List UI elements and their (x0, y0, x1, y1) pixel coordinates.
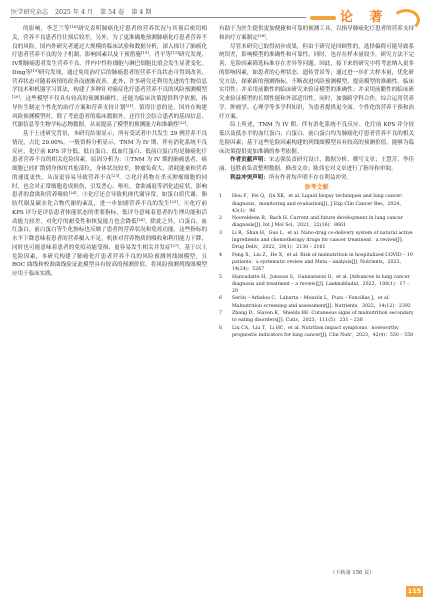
paragraph-text: 。②化疗药物在杀灭肿瘤细胞的同时，也会对正常细胞造成损伤，引发恶心、呕吐、食欲减退等消化道症状，影响患者的食欲和营养吸收 (12, 174, 208, 199)
left-column (12, 25, 207, 279)
reference-number: 3 (219, 230, 222, 236)
citation-marker: [18] (70, 24, 78, 29)
reference-number: 2 (219, 216, 222, 222)
citation-marker: [25] (169, 199, 178, 204)
paragraph-text: 。除此之外，白蛋白、血红蛋白、前白蛋白等生化指标也反映了患者的营养状况和免疫功能。这些指标的水平下降意味着患者的营养摄入不足，机体对营养物质的吸收和利用能力下降，同时也可能意味着患者的免疫功能受损，更容易发生相关并发症 (12, 218, 208, 251)
citation-marker: [21] (125, 102, 134, 108)
right-column (219, 25, 414, 339)
conflict-statement (219, 174, 414, 183)
paragraph-text: 尽管本研究已取得初步成果，但由于研究是回顾性的，选择偏倚可能导致系统误差，影响模型的准确性和可靠性。同时，也存在样本量较少，研究方法不完善，危险因素筛选标准存在差异等问题。因此，接下来的研究中将考虑纳入更多的影响因素，如患者的心理状态、遗传背景等，通过进一步扩大样本量，优化研究方法，探索新的预测指标，不断改进风险预测模型，提高模型的准确性、临床实用性；并采用前瞻性的临床研究来验证模型的准确性；并采用前瞻性的临床研究来验证模型的长期性能和外部适用性。同时，加强跨学科合作，综合运用营养学、肿瘤学、心理学等多学科知识，为患者提供更全面、个性化的营养干预和治疗方案。 (219, 43, 414, 120)
header-rule (10, 17, 306, 18)
reference-list (219, 193, 414, 339)
citation-marker: [20] (12, 94, 20, 99)
paragraph-text: 有助于为医生提供更加便捷和可靠的预测工具，以指导肺癌化疗患者的营养支持和治疗方案制定 (219, 26, 414, 41)
issue-number: 第 4 期 (131, 9, 152, 16)
left-paragraph (12, 130, 207, 279)
reference-number: 7 (219, 311, 222, 316)
contribution-label: 作者贡献声明： (230, 157, 270, 164)
citation-marker: [24] (68, 190, 77, 196)
citation-marker: [19] (31, 67, 39, 73)
reference-item (219, 215, 414, 230)
contribution-text: 宋志强负责研究设计、数据分析、撰写文章；王慧芳、李佳丽、包胜甫负责整理数据、修改文章；陈伟宏对文章进行了指导和审阅。 (219, 157, 415, 172)
reference-number: 4 (219, 252, 222, 258)
reference-number: 8 (219, 325, 222, 331)
reference-item (219, 295, 414, 310)
reference-text: Hanvadatte H，Jonsson S，Gunnarsson O，et al. [Advances in lung cancer diagnosis and treatment – a review][J]. Laeknabladid，2022，108(1)：17 – 29 (232, 274, 410, 295)
reference-item (219, 252, 414, 274)
paragraph-text: 。这些模型不仅具有较高的预测准确性，还能为临床决策提供科学依据，指导医生制定个性化的治疗方案和营养支持计划 (12, 96, 207, 111)
reference-text: Li R，Shan H，Guo L，et al. Nano‑drug co‑delivery system of natural active ingredients and chemotherapy drugs for cancer treatment：a review[J]. Drug Deliv，2022，29(1)：2130 – 2161 (232, 230, 413, 251)
reference-item (219, 310, 414, 325)
right-paragraph (219, 43, 414, 122)
paragraph-text: 。④化疗前 KPS 评分是评估患者体能状态的重要指标，低评分意味着患者的生理功能和活动能力较差，对化疗的耐受性和恢复能力也会降低 (12, 201, 208, 225)
conflict-text: 所有作者均声明不存在利益冲突。 (268, 174, 353, 181)
section-title: 论 著 (340, 10, 389, 25)
paragraph-text: 综上所述，TNM 为 IV 期、伴有消化系统不良反应、化疗前 KPS 评分较低以及低水平的血红蛋白、白蛋白、前白蛋白均为肺癌化疗患者营养不良的相关危险因素；基于这些危险因素构建的列线图模型具有较高的预测价值，能够为临床决策提供更加准确的参考依据。 (219, 122, 414, 155)
citation-marker: [28] (257, 32, 266, 38)
volume-number: 第 54 卷 (100, 9, 125, 16)
reference-text: Serón – Arbeloa C，Labarta – Monzón L，Puzo – Foncillas J，et al. Malnutrition screening and assessment[J]. Nutrients，2022，14(12)：2392 (232, 296, 411, 309)
citation-marker: [23] (111, 172, 120, 178)
paragraph-text: 。 (265, 34, 272, 41)
page-number: 115 (407, 587, 422, 595)
reference-number: 6 (219, 296, 222, 302)
citation-marker: [22] (178, 120, 187, 126)
right-paragraph (219, 25, 414, 43)
issue-date: 2025 年 4 月 (55, 9, 94, 16)
right-paragraph (219, 121, 414, 156)
left-paragraph (12, 25, 207, 130)
paragraph-text: 的影响，李芝兰等 (23, 26, 70, 32)
running-head (11, 7, 156, 16)
reference-text: Liu CA，Liu T，Li HC，et al. Nutrition impact symptoms：noteworthy prognostic indicators for lung cancer[J]. Clin Nutr，2023，42(4)：550 – 558 (232, 325, 414, 338)
reference-text: Zhang D，Slaven K，Shields BE. Cutaneous signs of malnutrition secondary to eating disorders[J]. Cutis，2023，111(5)：231 – 238 (232, 311, 414, 324)
paragraph-text: 研究发现，IV期肺癌患者发生营养不良、伴内中性粒细胞与淋巴细胞比值会发生显著变化。Ding等 (12, 52, 208, 76)
paragraph-text: 研究发现，通过免疫治疗后的肺癌患者的营养不良状态可得到改善，营养状态可随着病情的改善而逐渐改善。此外，许多研究还利用先进的生物信息学技术和机器学习算法，构建了多种针对癌症化疗患者营养不良的风险预测模型 (12, 69, 207, 94)
paragraph-text: 。值得注意的是，国外在构建风险预测模型时，除了考虑患者的临床数据外，还往往会结合患者的基因信息、代谢信息等生物学标志物数据，从而提高了模型的预测能力和准确性 (12, 104, 208, 129)
paragraph-text: 基于上述研究背景，本研究结果显示，所有受试者中共发生 29 例营养不良情况，占比 29.00%。一般资料分析显示，TNM 为 IV 期、伴有消化系统不良反应、化疗前 KPS 评分低、低白蛋白、低血红蛋白、低前白蛋白均是肺癌化疗患者营养不良的相关危险因素。原因分析为：①TNM 为 IV 期的肺癌患者，癌细胞已经扩散到身体的其他部位，身体状况较差，肿瘤负荷大，消耗能量和营养的速度更快，从而更容易导致营养不良 (12, 131, 207, 181)
reference-item (219, 274, 414, 296)
badge-accent-bar (310, 16, 336, 20)
right-paragraphs (219, 25, 414, 156)
paragraph-text: 。基于以上危险因素，本研究构建了肺癌化疗患者营养不良的风险预测列线图模型，且 ROC 曲线和校准曲线验证此模型具有较高的预测价值。将风险预测列线图模型应用于临床实践， (12, 244, 208, 277)
reference-number: 1 (219, 194, 222, 200)
paragraph-text: 。 (186, 122, 192, 129)
continued-note: （下转第 156 页） (330, 570, 375, 576)
paragraph-text: 。③化疗还会导致机体代谢异常，如蛋白质代谢、脂肪代谢及碳水化合物代谢的紊乱，进一步加剧营养不良的发生 (12, 192, 208, 207)
reference-text: Feng X，Liu Z，He X，et al. Risk of malnutrition in hospitalized COVID – 19 patients：a systematic review and Meta – analysis[J]. Nutrients，2022，14(24)：5267 (232, 252, 413, 273)
reference-number: 5 (219, 274, 222, 280)
paragraph-text: 研究表明肺癌化疗患者的营养状况与其预后密切相关，营养不良患者往往预后较差。另外，为了更准确地预测肺癌化疗患者营养不良的风险，国内外研究者通过大规模的临床试验和数据分析，深入探讨了肺癌化疗患者营养不良的分子机制，影响因素以及干预措施 (12, 26, 208, 59)
conflict-label: 利益冲突声明： (230, 174, 269, 181)
journal-name: 医学研究杂志 (11, 9, 49, 16)
reference-item (219, 193, 414, 215)
contribution-statement (219, 156, 414, 174)
citation-marker: [15] (171, 50, 179, 56)
citation-marker: [19] (140, 50, 149, 56)
paragraph-text: 。肖平等 (148, 52, 172, 59)
reference-item (219, 325, 414, 340)
references-heading: 参考文献 (304, 183, 329, 191)
citation-marker: [26] (136, 216, 145, 222)
reference-text: Nooreldeen R，Bach H. Current and future development in lung cancer diagnosis[J]. Int J Mol Sci，2021，22(16)：8661 (232, 216, 403, 229)
reference-text: Hou F，Fei Q，Qu XK，et al. Liquid biopsy techniques and lung cancer：diagnosis，monitoring and evaluation[J]. J Exp Clin Cancer Res，2024，43(1)：96 (232, 194, 407, 214)
citation-marker: [27] (170, 242, 179, 248)
reference-item (219, 230, 414, 252)
